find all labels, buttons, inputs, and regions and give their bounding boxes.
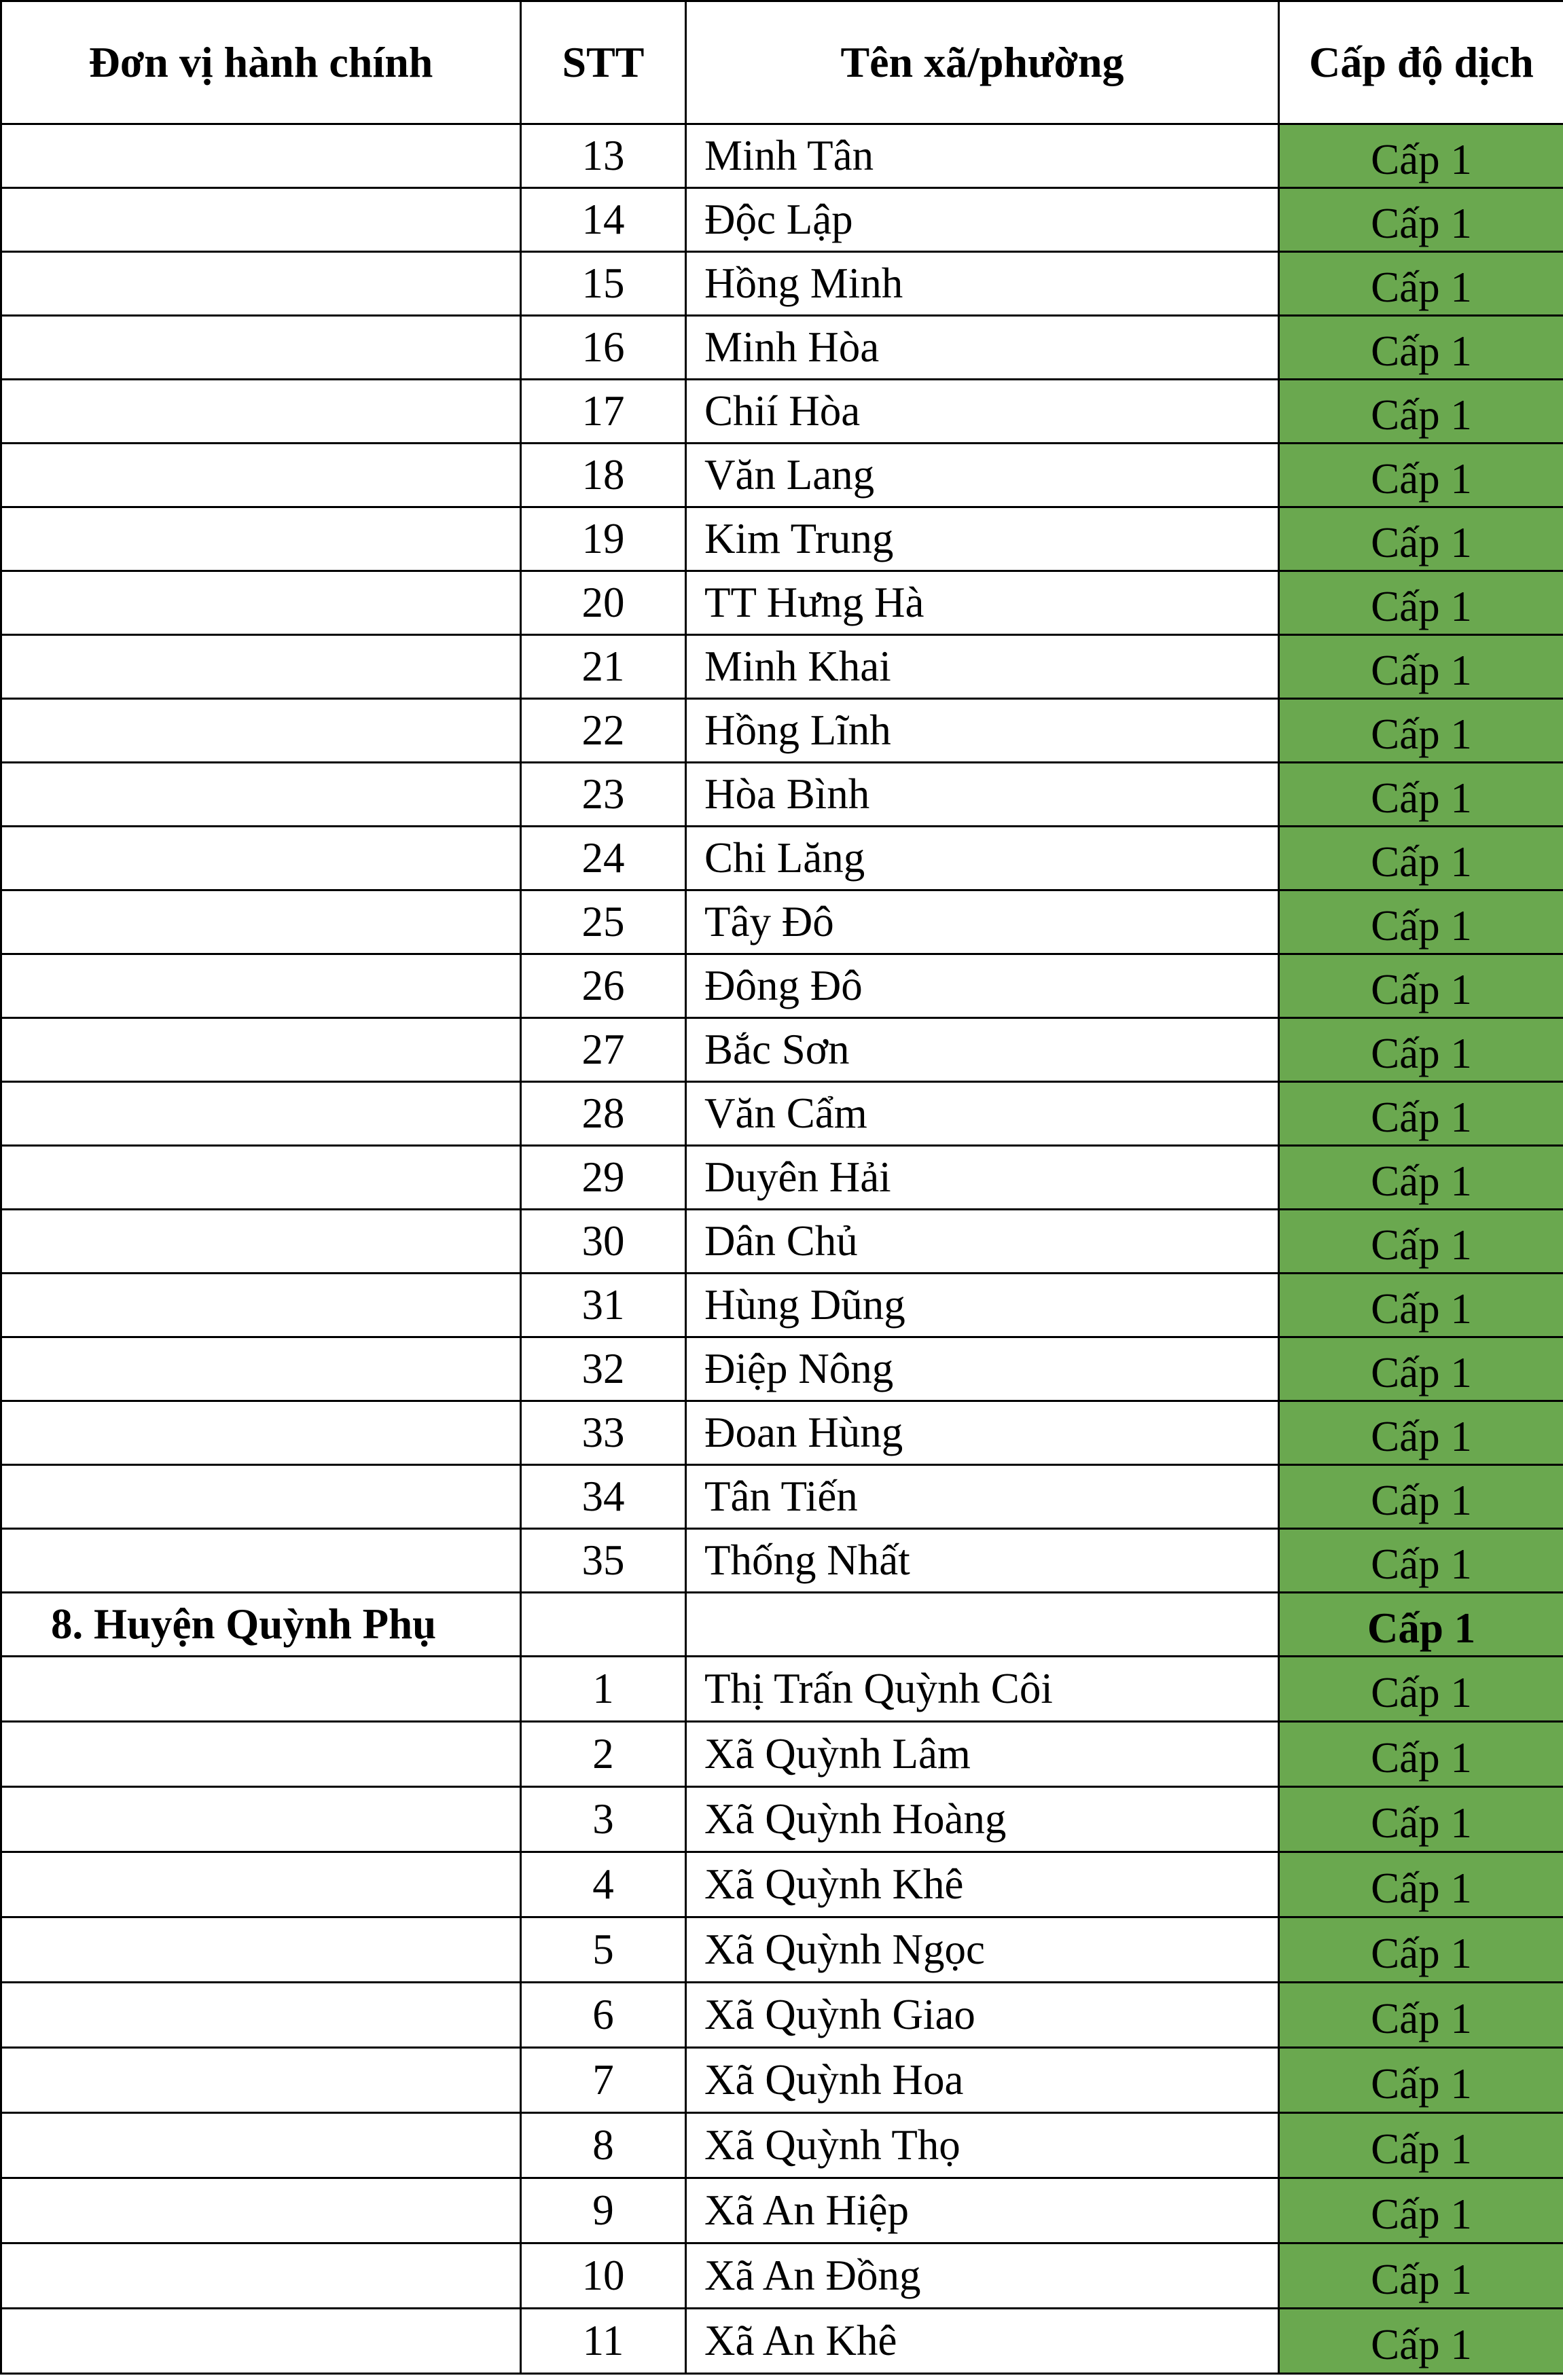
stt-cell: 21 [521,635,686,699]
epidemic-level-cell [1279,699,1563,763]
epidemic-level-cell [1279,2309,1563,2374]
admin-unit-cell [1,380,521,444]
admin-unit-cell [1,2243,521,2309]
epidemic-level-cell [1279,1018,1563,1082]
admin-unit-cell [1,1337,521,1401]
epidemic-level-cell [1279,2243,1563,2309]
admin-unit-cell [1,252,521,316]
table-body [1,124,1563,2374]
admin-unit-cell [1,2309,521,2374]
commune-name-cell: Xã Quỳnh Lâm [686,1722,1279,1787]
admin-unit-cell [1,507,521,571]
commune-name-cell: Xã An Hiệp [686,2178,1279,2243]
epidemic-level-cell [1279,124,1563,188]
table-row [1,124,1563,188]
epidemic-level-cell [1279,571,1563,635]
epidemic-level-label: Cấp 1 [1371,1734,1472,1782]
admin-unit-cell [1,444,521,507]
admin-unit-cell [1,1917,521,1983]
stt-cell: 5 [521,1917,686,1983]
table-row [1,699,1563,763]
epidemic-level-label: Cấp 1 [1371,1221,1472,1269]
table-row [1,380,1563,444]
commune-name-cell: Hùng Dũng [686,1274,1279,1337]
stt-cell: 8 [521,2113,686,2178]
admin-unit-cell [1,1401,521,1465]
commune-name-cell: Điệp Nông [686,1337,1279,1401]
commune-name-cell: Thị Trấn Quỳnh Côi [686,1657,1279,1722]
table-row [1,1146,1563,1210]
epidemic-level-label: Cấp 1 [1371,1995,1472,2042]
admin-unit-cell [1,1852,521,1917]
table-row [1,890,1563,954]
stt-cell: 6 [521,1983,686,2048]
table-row [1,1787,1563,1852]
epidemic-level-label: Cấp 1 [1371,902,1472,950]
admin-unit-cell [1,699,521,763]
epidemic-level-cell [1279,316,1563,380]
stt-cell: 3 [521,1787,686,1852]
epidemic-level-cell [1279,1082,1563,1146]
epidemic-level-cell [1279,380,1563,444]
commune-name-cell: Xã Quỳnh Ngọc [686,1917,1279,1983]
stt-cell: 27 [521,1018,686,1082]
stt-cell: 15 [521,252,686,316]
stt-cell: 28 [521,1082,686,1146]
commune-name-cell: Xã An Khê [686,2309,1279,2374]
commune-name-cell: Tây Đô [686,890,1279,954]
stt-cell: 2 [521,1722,686,1787]
table-row [1,1337,1563,1401]
commune-name-cell: Thống Nhất [686,1529,1279,1593]
epidemic-level-cell [1279,2048,1563,2113]
commune-name-cell: Chi Lăng [686,827,1279,890]
admin-unit-cell [1,635,521,699]
epidemic-level-label: Cấp 1 [1371,647,1472,694]
epidemic-level-label: Cấp 1 [1371,2190,1472,2238]
epidemic-level-label: Cấp 1 [1371,391,1472,439]
header-admin-unit: Đơn vị hành chính [1,1,521,124]
stt-cell: 9 [521,2178,686,2243]
epidemic-level-cell [1279,444,1563,507]
epidemic-level-label: Cấp 1 [1371,200,1472,247]
table-row [1,571,1563,635]
table-row [1,1657,1563,1722]
admin-unit-cell [1,890,521,954]
commune-name-cell: Hồng Minh [686,252,1279,316]
stt-cell: 31 [521,1274,686,1337]
epidemic-level-label: Cấp 1 [1371,2256,1472,2303]
epidemic-level-label: Cấp 1 [1371,327,1472,375]
table-row [1,316,1563,380]
commune-name-cell: Văn Cẩm [686,1082,1279,1146]
stt-cell: 1 [521,1657,686,1722]
header-commune-name: Tên xã/phường [686,1,1279,124]
epidemic-level-label: Cấp 1 [1371,710,1472,758]
district-row [1,1593,1563,1657]
stt-cell: 18 [521,444,686,507]
epidemic-level-cell [1279,252,1563,316]
epidemic-level-cell [1279,763,1563,827]
admin-unit-cell [1,1529,521,1593]
commune-name-cell: Văn Lang [686,444,1279,507]
table-row [1,252,1563,316]
table-row [1,1722,1563,1787]
admin-unit-cell [1,2048,521,2113]
epidemic-level-label: Cấp 1 [1371,1930,1472,1977]
commune-name-cell [686,1593,1279,1657]
epidemic-level-cell [1279,1146,1563,1210]
stt-cell: 7 [521,2048,686,2113]
stt-cell: 32 [521,1337,686,1401]
epidemic-level-cell [1279,2113,1563,2178]
epidemic-level-cell [1279,1657,1563,1722]
epidemic-level-label: Cấp 1 [1371,1285,1472,1333]
epidemic-level-label: Cấp 1 [1371,264,1472,311]
admin-unit-cell [1,1787,521,1852]
stt-cell: 22 [521,699,686,763]
epidemic-level-label: Cấp 1 [1371,1477,1472,1524]
commune-name-cell: Chií Hòa [686,380,1279,444]
epidemic-level-cell [1279,1722,1563,1787]
epidemic-level-label: Cấp 1 [1371,2060,1472,2108]
epidemic-level-cell [1279,1337,1563,1401]
admin-unit-cell [1,763,521,827]
epidemic-level-cell [1279,1529,1563,1593]
commune-name-cell: Hòa Bình [686,763,1279,827]
commune-name-cell: Dân Chủ [686,1210,1279,1274]
table-row [1,2113,1563,2178]
epidemic-level-label: Cấp 1 [1371,838,1472,886]
admin-unit-cell [1,1146,521,1210]
epidemic-level-cell [1279,507,1563,571]
table-row [1,1529,1563,1593]
header-stt: STT [521,1,686,124]
epidemic-level-label: Cấp 1 [1371,1540,1472,1588]
epidemic-level-label: Cấp 1 [1371,2321,1472,2368]
epidemic-level-label: Cấp 1 [1371,774,1472,822]
admin-unit-cell [1,316,521,380]
commune-name-cell: Duyên Hải [686,1146,1279,1210]
table-row [1,1018,1563,1082]
commune-name-cell: Xã Quỳnh Hoàng [686,1787,1279,1852]
stt-cell: 17 [521,380,686,444]
commune-name-cell: Minh Khai [686,635,1279,699]
admin-unit-cell [1,124,521,188]
epidemic-level-cell [1279,1274,1563,1337]
epidemic-level-label: Cấp 1 [1371,1030,1472,1077]
stt-cell: 30 [521,1210,686,1274]
commune-name-cell: Xã Quỳnh Giao [686,1983,1279,2048]
epidemic-level-label: Cấp 1 [1371,136,1472,183]
commune-name-cell: Đông Đô [686,954,1279,1018]
stt-cell: 35 [521,1529,686,1593]
table-row [1,188,1563,252]
table-row [1,1274,1563,1337]
admin-unit-cell [1,571,521,635]
commune-name-cell: Bắc Sơn [686,1018,1279,1082]
commune-name-cell: Minh Hòa [686,316,1279,380]
table-row [1,954,1563,1018]
epidemic-level-label: Cấp 1 [1371,966,1472,1013]
commune-name-cell: Hồng Lĩnh [686,699,1279,763]
epidemic-level-cell [1279,635,1563,699]
epidemic-level-label: Cấp 1 [1371,1094,1472,1141]
table-row [1,827,1563,890]
epidemic-level-label: Cấp 1 [1371,1864,1472,1912]
epidemic-level-cell [1279,827,1563,890]
table-row [1,1210,1563,1274]
epidemic-level-cell [1279,188,1563,252]
table-row [1,444,1563,507]
commune-name-cell: TT Hưng Hà [686,571,1279,635]
commune-name-cell: Tân Tiến [686,1465,1279,1529]
stt-cell: 14 [521,188,686,252]
epidemic-level-cell [1279,954,1563,1018]
table-row [1,1983,1563,2048]
stt-cell: 16 [521,316,686,380]
admin-unit-cell [1,188,521,252]
epidemic-level-label: Cấp 1 [1371,1157,1472,1205]
epidemic-level-label: Cấp 1 [1371,1349,1472,1396]
admin-unit-cell [1,1465,521,1529]
table-row [1,1917,1563,1983]
admin-unit-cell [1,1657,521,1722]
epidemic-level-label: Cấp 1 [1371,2125,1472,2173]
epidemic-level-label: Cấp 1 [1371,1669,1472,1716]
epidemic-level-cell [1279,1787,1563,1852]
stt-cell: 13 [521,124,686,188]
commune-name-cell: Xã Quỳnh Thọ [686,2113,1279,2178]
table-row [1,763,1563,827]
table-row [1,2309,1563,2374]
table-row [1,1401,1563,1465]
table-row [1,1465,1563,1529]
table-row [1,2243,1563,2309]
epidemic-level-cell [1279,1917,1563,1983]
admin-unit-cell [1,2113,521,2178]
stt-cell: 24 [521,827,686,890]
epidemic-level-cell [1279,1210,1563,1274]
admin-unit-cell [1,1722,521,1787]
stt-cell: 25 [521,890,686,954]
commune-name-cell: Đoan Hùng [686,1401,1279,1465]
admin-unit-cell [1,1018,521,1082]
epidemic-level-label: Cấp 1 [1371,519,1472,566]
epidemic-level-cell [1279,890,1563,954]
epidemic-level-cell [1279,2178,1563,2243]
table-row [1,1852,1563,1917]
admin-unit-cell [1,1983,521,2048]
stt-cell: 10 [521,2243,686,2309]
header-epidemic-level: Cấp độ dịch [1279,1,1563,124]
stt-cell: 34 [521,1465,686,1529]
stt-cell: 19 [521,507,686,571]
admin-unit-cell [1,1274,521,1337]
stt-cell: 29 [521,1146,686,1210]
epidemic-level-cell [1279,1465,1563,1529]
table-row [1,1082,1563,1146]
epidemic-level-label: Cấp 1 [1371,583,1472,630]
epidemic-level-label: Cấp 1 [1371,455,1472,503]
commune-name-cell: Độc Lập [686,188,1279,252]
stt-cell: 23 [521,763,686,827]
epidemic-level-label: Cấp 1 [1371,1413,1472,1460]
stt-cell: 26 [521,954,686,1018]
epidemic-level-cell [1279,1593,1563,1657]
epidemic-level-label: Cấp 1 [1371,1799,1472,1847]
commune-name-cell: Xã Quỳnh Khê [686,1852,1279,1917]
admin-unit-cell [1,954,521,1018]
admin-unit-cell [1,827,521,890]
table-row [1,2048,1563,2113]
commune-name-cell: Kim Trung [686,507,1279,571]
admin-unit-cell: 8. Huyện Quỳnh Phụ [1,1593,521,1657]
stt-cell: 4 [521,1852,686,1917]
commune-name-cell: Xã An Đồng [686,2243,1279,2309]
epidemic-level-cell [1279,1983,1563,2048]
commune-name-cell: Minh Tân [686,124,1279,188]
table-row [1,2178,1563,2243]
epidemic-level-cell [1279,1401,1563,1465]
header-row [1,1,1563,124]
epidemic-level-label: Cấp 1 [1367,1604,1476,1652]
table-row [1,635,1563,699]
admin-unit-cell [1,2178,521,2243]
epidemic-level-cell [1279,1852,1563,1917]
admin-unit-cell [1,1210,521,1274]
commune-name-cell: Xã Quỳnh Hoa [686,2048,1279,2113]
table-row [1,507,1563,571]
admin-unit-cell [1,1082,521,1146]
stt-cell: 11 [521,2309,686,2374]
stt-cell [521,1593,686,1657]
stt-cell: 33 [521,1401,686,1465]
stt-cell: 20 [521,571,686,635]
